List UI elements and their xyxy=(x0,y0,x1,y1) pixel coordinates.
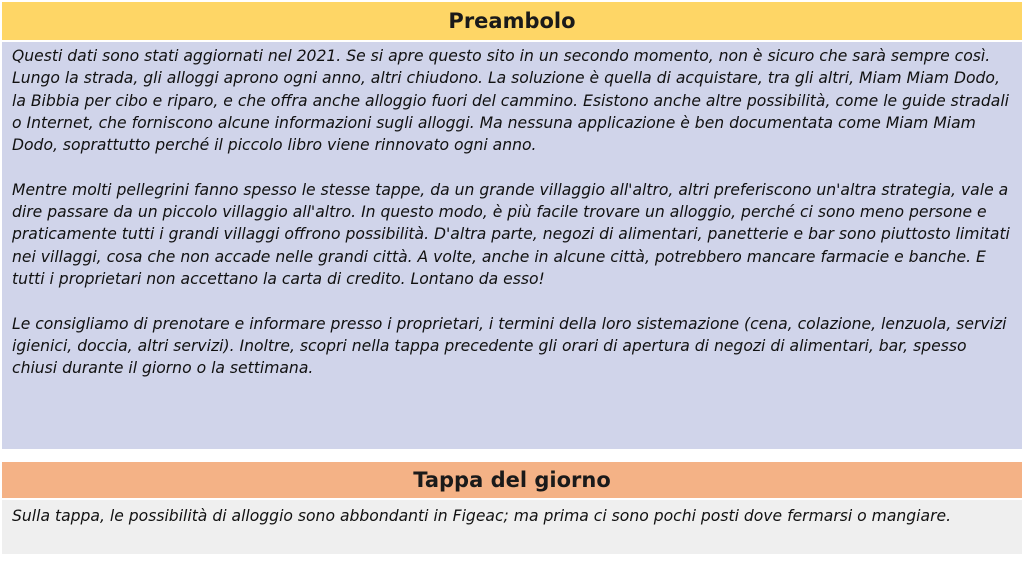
preambolo-body xyxy=(2,42,1022,449)
preambolo-paragraph: Questi dati sono stati aggiornati nel 2021. Se si apre questo sito in un secondo momento, non è sicuro che sarà sempre così. Lungo la strada, gli alloggi aprono ogni anno, altri chiudono. La soluzione è quella di acquistare, tra gli altri, Miam Miam Dodo, la Bibbia per cibo e riparo, e che offra anche alloggio fuori del cammino. Esistono anche altre possibilità, come le guide stradali o Internet, che forniscono alcune informazioni sugli alloggi. Ma nessuna applicazione è ben documentata come Miam Miam Dodo, soprattutto perché il piccolo libro viene rinnovato ogni anno. xyxy=(12,47,1009,155)
tappa-title: Tappa del giorno xyxy=(413,468,611,492)
tappa-body xyxy=(2,500,1022,554)
preambolo-header xyxy=(2,2,1022,40)
tappa-text: Sulla tappa, le possibilità di alloggio sono abbondanti in Figeac; ma prima ci sono pochi posti dove fermarsi o mangiare. xyxy=(12,507,952,525)
preambolo-paragraph: Mentre molti pellegrini fanno spesso le stesse tappe, da un grande villaggio all'altro, altri preferiscono un'altra strategia, vale a dire passare da un piccolo villaggio all'altro. In questo modo, è più facile trovare un alloggio, perché ci sono meno persone e praticamente tutti i grandi villaggi offrono possibilità. D'altra parte, negozi di alimentari, panetterie e bar sono piuttosto limitati nei villaggi, cosa che non accade nelle grandi città. A volte, anche in alcune città, potrebbero mancare farmacie e banche. E tutti i proprietari non accettano la carta di credito. Lontano da esso! xyxy=(12,180,1010,288)
preambolo-title: Preambolo xyxy=(448,9,576,33)
tappa-header xyxy=(2,462,1022,498)
preambolo-paragraph: Le consigliamo di prenotare e informare presso i proprietari, i termini della loro sistemazione (cena, colazione, lenzuola, servizi igienici, doccia, altri servizi). Inoltre, scopri nella tappa precedente gli orari di apertura di negozi di alimentari, bar, spesso chiusi durante il giorno o la settimana. xyxy=(12,314,1007,378)
